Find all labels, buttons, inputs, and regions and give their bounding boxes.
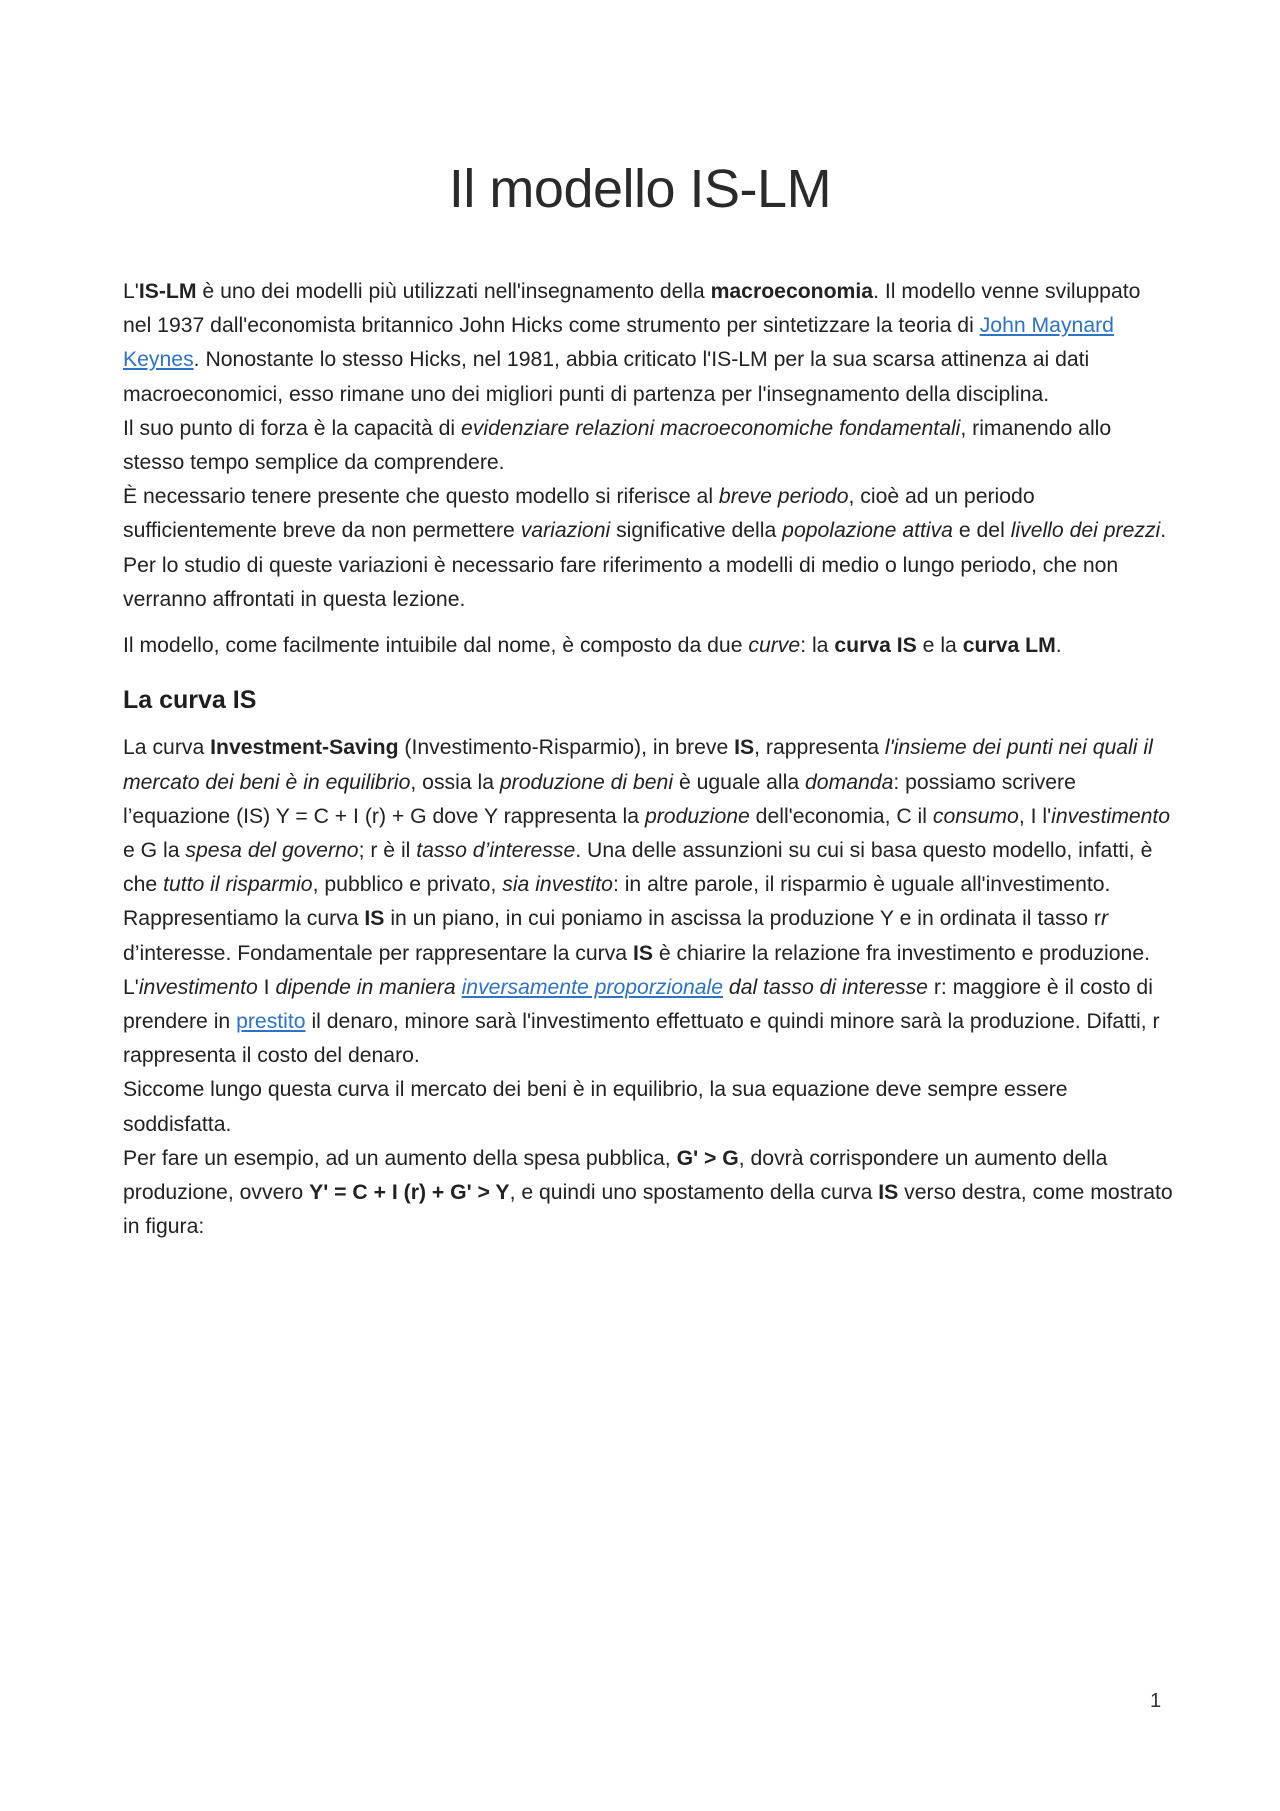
page-number: 1: [1150, 1690, 1162, 1712]
paragraph-short-period: È necessario tenere presente che questo modello si riferisce al breve periodo, cioè ad un periodo sufficientemente breve da non permettere variazioni significative della popolazione attiva e del livello dei prezzi. Per lo studio di queste variazioni è necessario fare riferimento a modelli di medio o lungo periodo, che non verranno affrontati in questa lezione.: [123, 485, 1167, 611]
paragraph-strength: Il suo punto di forza è la capacità di evidenziare relazioni macroeconomiche fondamentali, rimanendo allo stesso tempo semplice da comprendere.: [123, 416, 1112, 475]
paragraph-is-plane: Rappresentiamo la curva IS in un piano, in cui poniamo in ascissa la produzione Y e in ordinata il tasso rr d’interesse. Fondamentale per rappresentare la curva IS è chiarire la relazione fra investimento e produzione. L'investimento I dipende in maniera inversamente proporzionale dal tasso di interesse r: maggiore è il costo di prendere in prestito il denaro, minore sarà l'investimento effettuato e quindi minore sarà la produzione. Difatti, r rappresenta il costo del denaro.: [123, 907, 1160, 1068]
paragraph-equilibrium: Siccome lungo questa curva il mercato dei beni è in equilibrio, la sua equazione deve sempre essere soddisfatta.: [123, 1078, 1068, 1136]
page-title: Il modello IS-LM: [448, 159, 832, 219]
section-heading-is: La curva IS: [123, 686, 257, 715]
paragraph-example: Per fare un esempio, ad un aumento della spesa pubblica, G' > G, dovrà corrispondere un aumento della produzione, ovvero Y' = C + I (r) + G' > Y, e quindi uno spostamento della curva IS verso destra, come mostrato in figura:: [123, 1146, 1173, 1239]
paragraph-curves: Il modello, come facilmente intuibile dal nome, è composto da due curve: la curva IS e la curva LM.: [123, 634, 1062, 658]
paragraph-is-definition: La curva Investment-Saving (Investimento-Risparmio), in breve IS, rappresenta l'insieme dei punti nei quali il mercato dei beni è in equilibrio, ossia la produzione di beni è uguale alla domanda: possiamo scrivere l’equazione (IS) Y = C + I (r) + G dove Y rappresenta la produzione dell'economia, C il consumo, I l'investimento e G la spesa del governo; r è il tasso d’interesse. Una delle assunzioni su cui si basa questo modello, infatti, è che tutto il risparmio, pubblico e privato, sia investito: in altre parole, il risparmio è uguale all'investimento.: [123, 736, 1171, 897]
link-inversamente-proporzionale[interactable]: inversamente proporzionale: [461, 975, 724, 999]
link-john-maynard-keynes[interactable]: John Maynard Keynes: [123, 314, 1114, 372]
paragraph-intro: L'IS-LM è uno dei modelli più utilizzati nell'insegnamento della macroeconomia. Il modello venne sviluppato nel 1937 dall'economista britannico John Hicks come strumento per sintetizzare la teoria di John Maynard Keynes. Nonostante lo stesso Hicks, nel 1981, abbia criticato l'IS-LM per la sua scarsa attinenza ai dati macroeconomici, esso rimane uno dei migliori punti di partenza per l'insegnamento della disciplina.: [123, 280, 1141, 406]
document-body: [123, 275, 1173, 1244]
link-prestito[interactable]: prestito: [236, 1010, 306, 1034]
